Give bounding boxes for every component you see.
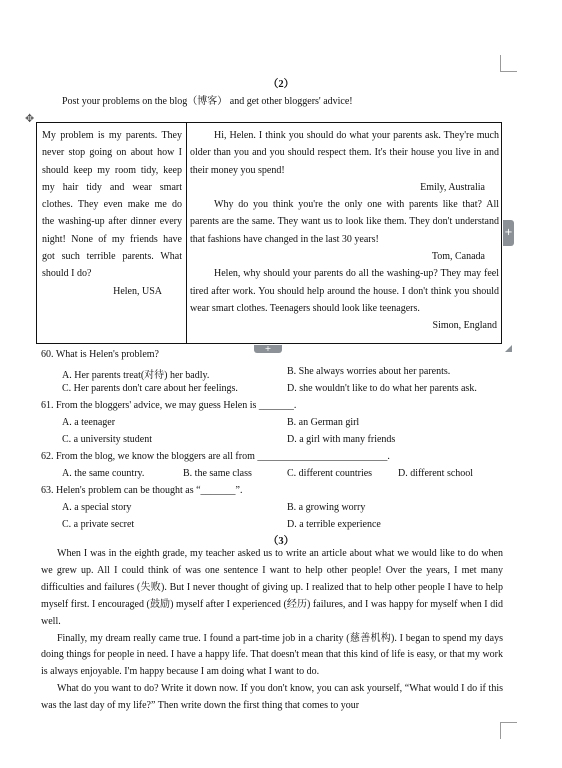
section-heading-2: （2）	[267, 79, 295, 90]
problem-cell	[42, 127, 182, 300]
reply-signature: Tom, Canada	[431, 251, 485, 263]
reply-text: Helen, why should your parents do all the washing-up? They may feel tired after work. You should help around the house. I don't think you should wear smart clothes. Teenagers should look like teenagers.	[190, 268, 499, 314]
question-stem: 60. What is Helen's problem?	[41, 349, 159, 360]
replies-cell	[190, 127, 499, 335]
option-c: C. Her parents don't care about her feelings.	[62, 383, 238, 394]
reply-signature: Emily, Australia	[420, 181, 485, 193]
option-a: A. the same country.	[62, 468, 145, 479]
option-c: C. different countries	[287, 468, 373, 479]
question-stem: 63. Helen's problem can be thought as “_______”.	[41, 485, 243, 496]
option-d: D. different school	[398, 468, 474, 479]
option-a: A. a special story	[62, 502, 132, 513]
option-b: B. an German girl	[287, 417, 360, 428]
add-column-plus-icon[interactable]: +	[503, 220, 514, 246]
table-move-handle-icon[interactable]: ✥	[25, 112, 35, 125]
option-b: B. a growing worry	[287, 502, 366, 513]
reply-text: Why do you think you're the only one with parents like that? All parents are the same. They want us to look like them. They don't understand that fashions have changed in the last 30 years!	[190, 199, 499, 245]
add-row-plus-icon[interactable]: +	[254, 345, 282, 353]
table-divider	[186, 123, 187, 343]
crop-mark-top-right	[500, 55, 517, 72]
blog-table	[36, 122, 502, 344]
reply-signature: Simon, England	[432, 320, 497, 332]
crop-mark-bottom-right	[500, 722, 517, 739]
reading-passage	[41, 546, 503, 715]
option-d: D. she wouldn't like to do what her parents ask.	[287, 383, 477, 394]
option-b: B. She always worries about her parents.	[287, 366, 451, 377]
option-b: B. the same class	[183, 468, 252, 479]
question-stem: 62. From the blog, we know the bloggers are all from __________________________.	[41, 451, 390, 462]
passage-paragraph: What do you want to do? Write it down now. If you don't know, you can ask yourself, “What would I do if this was the last day of my life?” Then write down the first thing that comes to your	[41, 683, 503, 712]
problem-text: My problem is my parents. They never stop going on about how I should keep my room tidy, keep my hair tidy and wear smart clothes. They even make me do the washing-up after dinner every night! None of my friends have got such terrible parents. What should I do?	[42, 130, 182, 280]
option-d: D. a girl with many friends	[287, 434, 396, 445]
table-resize-handle-icon[interactable]	[505, 345, 512, 352]
blog-intro: Post your problems on the blog（博客） and get other bloggers' advice!	[62, 96, 353, 107]
option-d: D. a terrible experience	[287, 519, 381, 530]
option-a: A. Her parents treat(对待) her badly.	[62, 370, 210, 381]
problem-signature: Helen, USA	[113, 285, 162, 297]
option-c: C. a private secret	[62, 519, 135, 530]
section-heading-3: （3）	[267, 536, 295, 547]
option-c: C. a university student	[62, 434, 152, 445]
question-stem: 61. From the bloggers' advice, we may guess Helen is _______.	[41, 400, 297, 411]
reply-text: Hi, Helen. I think you should do what your parents ask. They're much older than you and you should respect them. It's their house you live in and their money you spend!	[190, 130, 499, 176]
passage-paragraph: When I was in the eighth grade, my teacher asked us to write an article about what we would like to do when we grew up. All I could think of was one sentence I want to help other people! Over the years, I met many difficulties and failures (失败). But I never thought of giving up. I realized that to help other people I have to help myself first. I encouraged (鼓励) myself after I experienced (经历) failures, and I was happy for myself when I did well.	[41, 548, 503, 627]
passage-paragraph: Finally, my dream really came true. I found a part-time job in a charity (慈善机构). I began to spend my days doing things for people in need. I have a happy life. That doesn't mean that this kind of life is easy, or that my work is always enjoyable. I'm happy because I am doing what I want to do.	[41, 632, 503, 678]
option-a: A. a teenager	[62, 417, 116, 428]
